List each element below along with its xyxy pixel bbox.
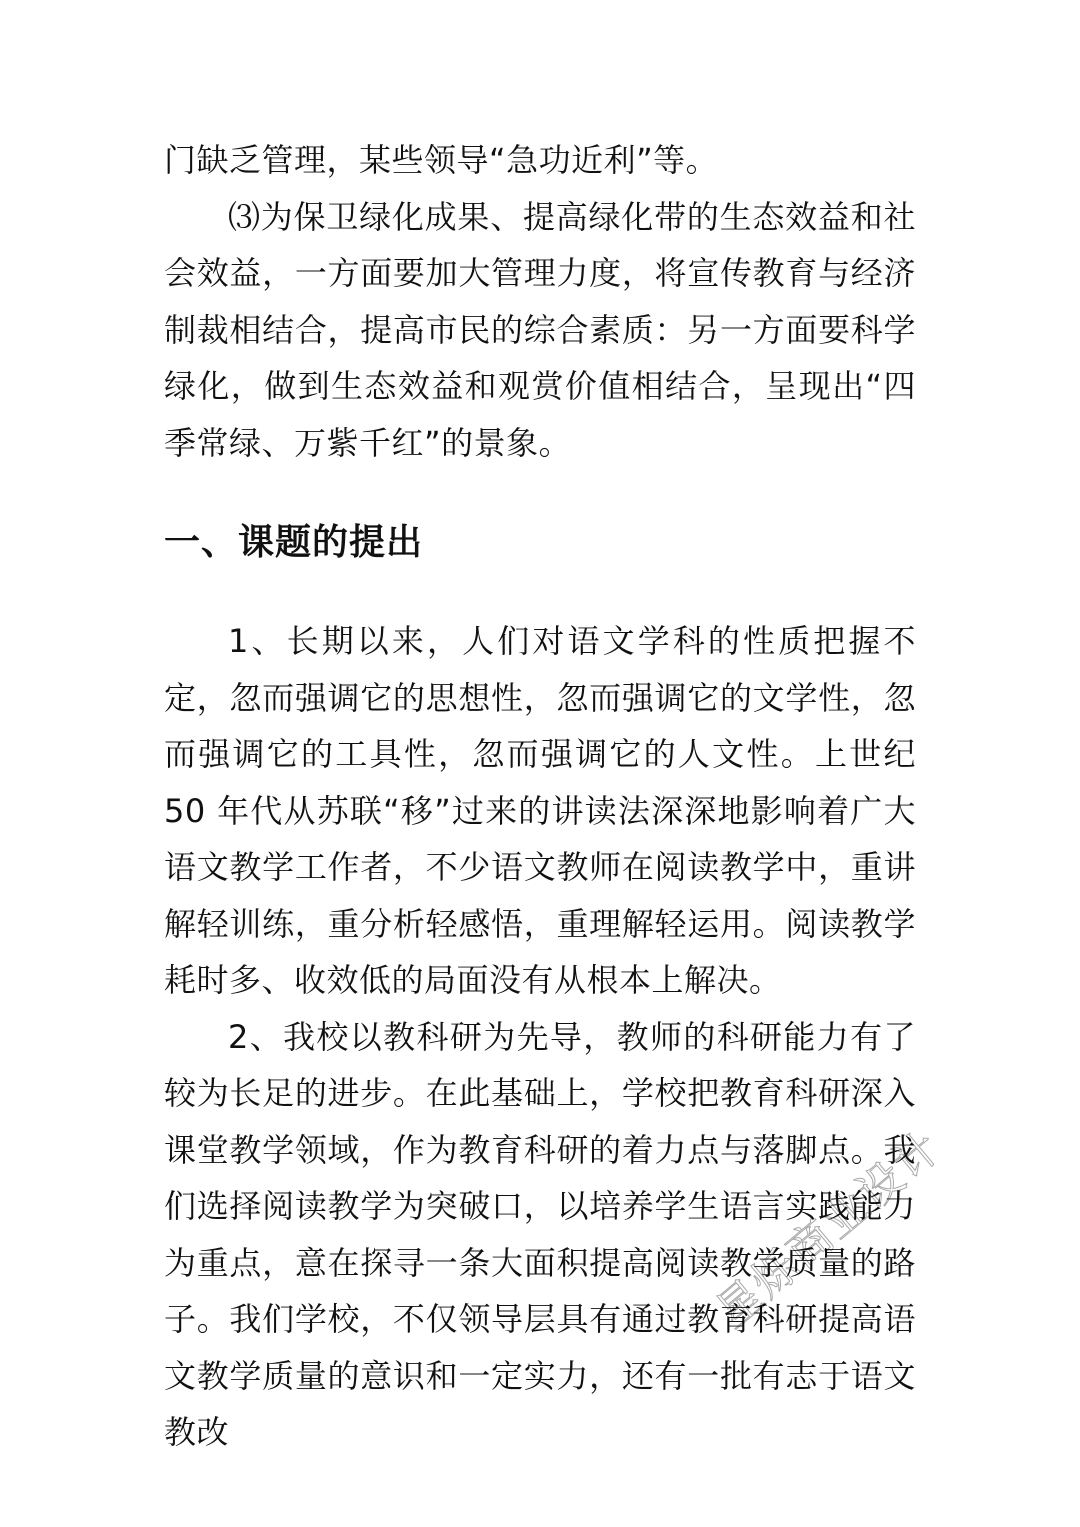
paragraph-point-1: 1、长期以来，人们对语文学科的性质把握不定，忽而强调它的思想性，忽而强调它的文学性，忽而强调它的工具性，忽而强调它的人文性。上世纪 50 年代从苏联“移”过来的讲读法深深地影响着广大语文教学工作者，不少语文教师在阅读教学中，重讲解轻训练，重分析轻感悟，重理解轻运用。阅读教学耗时多、收效低的局面没有从根本上解决。 [164, 622, 916, 999]
watermark: 星烁商业设计 [707, 1121, 952, 1338]
paragraph-point-2: 2、我校以教科研为先导，教师的科研能力有了较为长足的进步。在此基础上，学校把教育科研深入课堂教学领域，作为教育科研的着力点与落脚点。我们选择阅读教学为突破口，以培养学生语言实践能力为重点，意在探寻一条大面积提高阅读教学质量的路子。我们学校，不仅领导层具有通过教育科研提高语文教学质量的意识和一定实力，还有一批有志于语文教改 [164, 1017, 916, 1451]
section-heading: 一、课题的提出 [164, 522, 424, 563]
paragraph-item-3: ⑶为保卫绿化成果、提高绿化带的生态效益和社会效益，一方面要加大管理力度，将宣传教育与经济制裁相结合，提高市民的综合素质：另一方面要科学绿化，做到生态效益和观赏价值相结合，呈现出“四季常绿、万紫千红”的景象。 [164, 197, 916, 462]
continued-paragraph: 门缺乏管理，某些领导“急功近利”等。 [164, 141, 719, 179]
